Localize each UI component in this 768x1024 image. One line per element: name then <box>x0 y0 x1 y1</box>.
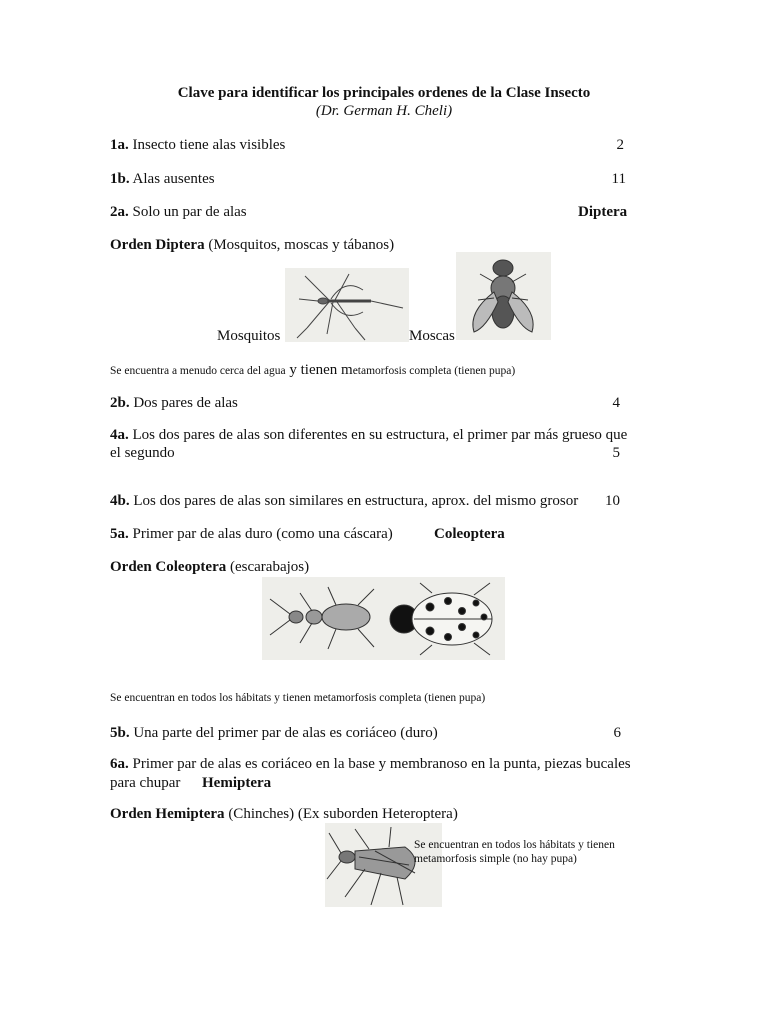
key-code: 1b. <box>110 171 130 187</box>
key-5a <box>110 526 393 543</box>
key-text: Primer par de alas es coriáceo en la base y membranoso en la punta, piezas bucales <box>132 756 631 772</box>
key-5b-result: 6 <box>613 725 621 741</box>
order-diptera-heading <box>110 237 394 254</box>
key-text: Primer par de alas duro (como una cáscara) <box>132 526 393 542</box>
order-name: Orden Diptera <box>110 237 205 253</box>
key-code: 5b. <box>110 725 130 741</box>
order-name: Orden Hemiptera <box>110 806 225 822</box>
key-1b-result: 11 <box>611 171 626 187</box>
key-text: Solo un par de alas <box>132 204 247 220</box>
key-2a-result: Diptera <box>578 204 628 220</box>
key-code: 2b. <box>110 395 130 411</box>
key-2b <box>110 395 238 412</box>
fly-illustration <box>456 252 551 340</box>
order-coleoptera-heading <box>110 559 309 576</box>
key-4a <box>110 427 627 444</box>
key-code: 6a. <box>110 756 129 772</box>
key-code: 4a. <box>110 427 129 443</box>
key-text: Dos pares de alas <box>133 395 238 411</box>
key-4b-result: 10 <box>605 493 620 509</box>
key-text: Alas ausentes <box>132 171 215 187</box>
key-code: 1a. <box>110 137 129 153</box>
key-6a-result: Hemiptera <box>202 775 272 791</box>
diptera-note: Se encuentra a menudo cerca del agua y tienen metamorfosis completa (tienen pupa) <box>110 362 516 378</box>
document-title: Clave para identificar los principales ordenes de la Clase Insecto <box>177 85 591 101</box>
order-common: (escarabajos) <box>229 559 310 575</box>
key-6a-continuation: para chupar <box>110 775 181 791</box>
key-1b <box>110 171 215 188</box>
key-1a-result: 2 <box>616 137 624 153</box>
mosquito-illustration <box>285 268 409 342</box>
order-hemiptera-heading <box>110 806 458 823</box>
key-4b <box>110 493 578 510</box>
key-1a <box>110 137 285 154</box>
key-code: 5a. <box>110 526 129 542</box>
key-5b <box>110 725 438 742</box>
mosquito-icon <box>285 268 409 342</box>
beetles-illustration <box>262 577 505 660</box>
key-text: Una parte del primer par de alas es coriáceo (duro) <box>133 725 438 741</box>
coleoptera-note: Se encuentran en todos los hábitats y tienen metamorfosis completa (tienen pupa) <box>110 692 486 704</box>
key-2b-result: 4 <box>612 395 620 411</box>
key-5a-result: Coleoptera <box>434 526 505 542</box>
key-text: Insecto tiene alas visibles <box>132 137 286 153</box>
key-4a-result: 5 <box>612 445 620 461</box>
key-text: Los dos pares de alas son diferentes en su estructura, el primer par más grueso que <box>132 427 628 443</box>
order-common: (Mosquitos, moscas y tábanos) <box>208 237 395 253</box>
key-4a-continuation: el segundo <box>110 445 175 461</box>
document-author: (Dr. German H. Cheli) <box>315 103 453 119</box>
key-6a <box>110 756 631 773</box>
caption-moscas: Moscas <box>409 328 455 344</box>
fly-icon <box>456 252 551 340</box>
hemiptera-note: Se encuentran en todos los hábitats y tienen metamorfosis simple (no hay pupa) <box>414 839 615 865</box>
key-2a <box>110 204 247 221</box>
key-code: 4b. <box>110 493 130 509</box>
key-code: 2a. <box>110 204 129 220</box>
key-text: Los dos pares de alas son similares en estructura, aprox. del mismo grosor <box>133 493 579 509</box>
caption-mosquitos: Mosquitos <box>217 328 281 344</box>
beetle-icon <box>262 577 505 660</box>
order-common: (Chinches) (Ex suborden Heteroptera) <box>228 806 458 822</box>
order-name: Orden Coleoptera <box>110 559 227 575</box>
